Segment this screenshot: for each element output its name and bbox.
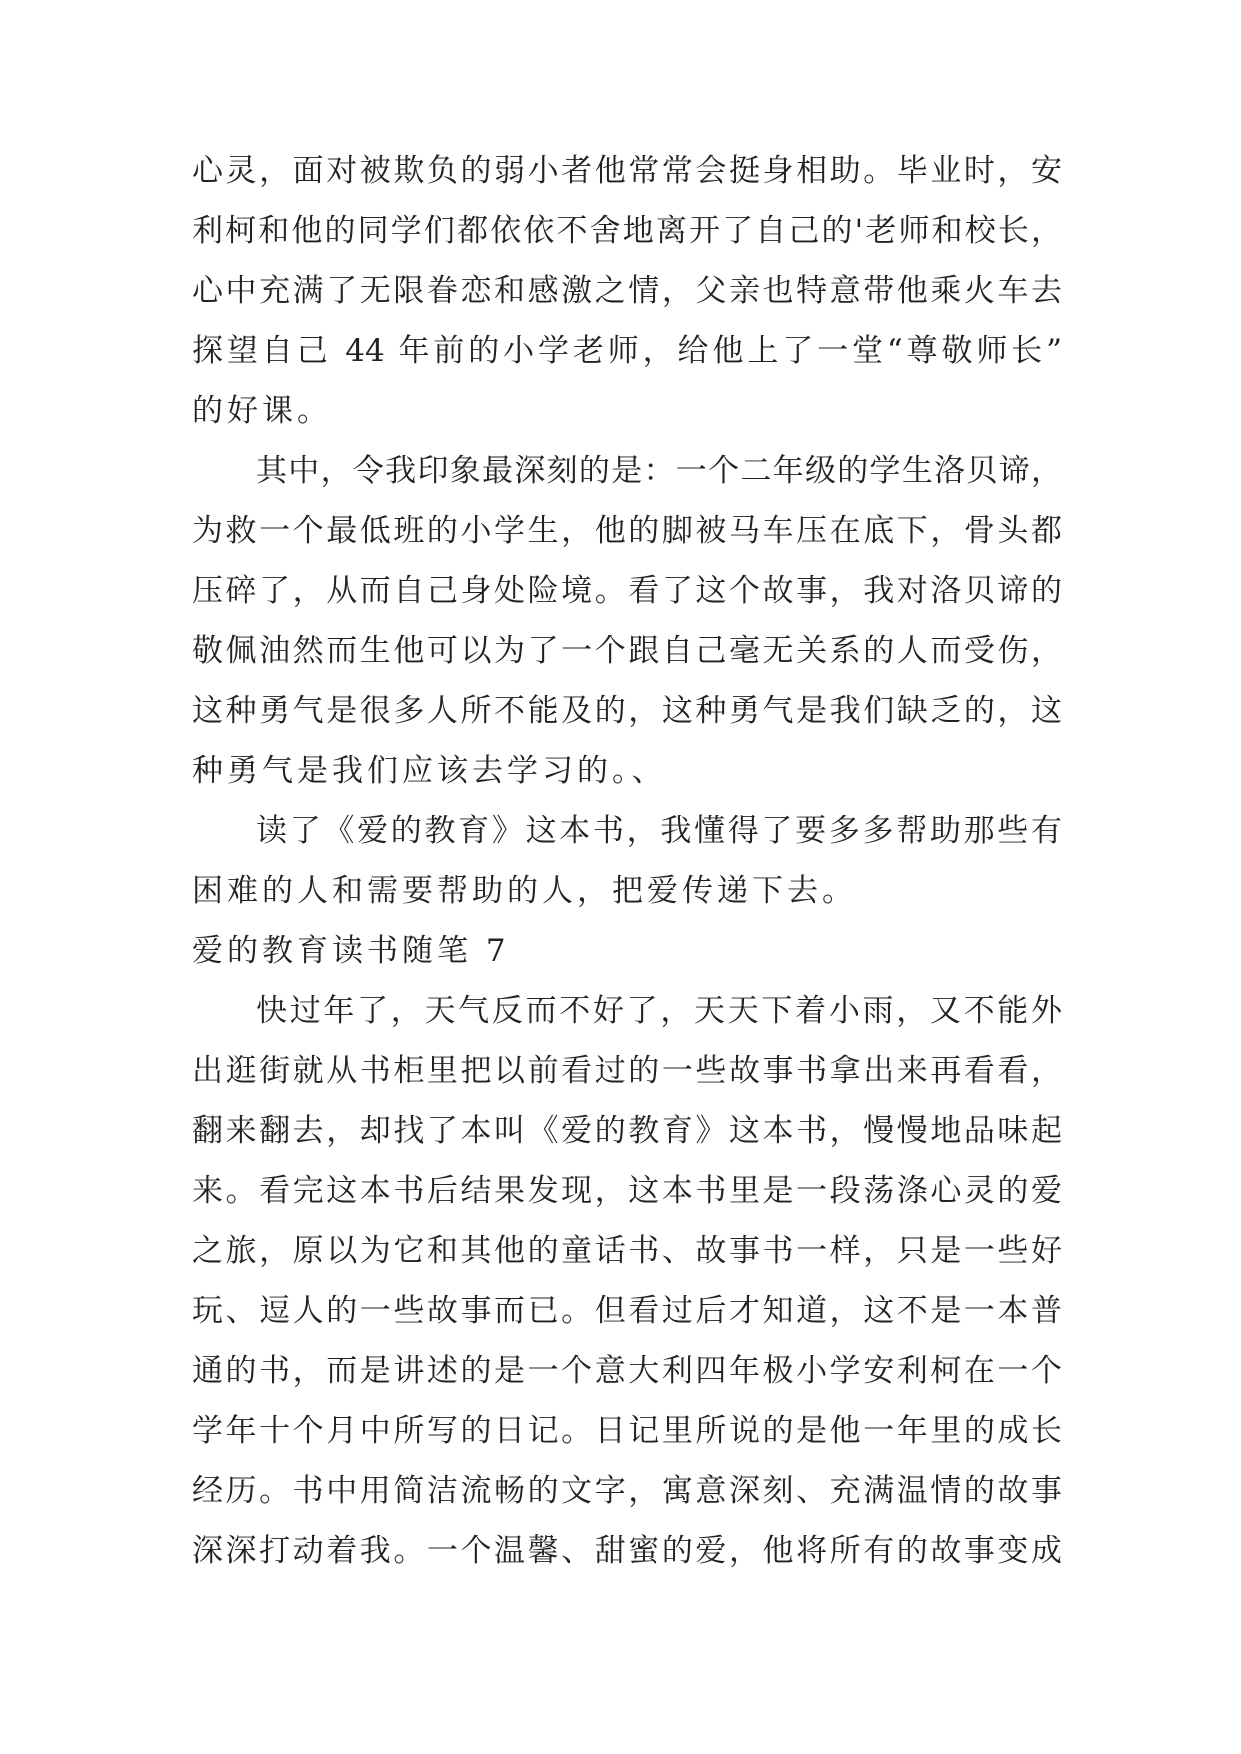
text-line: 心灵，面对被欺负的弱小者他常常会挺身相助。毕业时，安 xyxy=(192,153,1062,189)
text-line: 学年十个月中所写的日记。日记里所说的是他一年里的成长 xyxy=(192,1413,1062,1449)
text-line: 之旅，原以为它和其他的童话书、故事书一样，只是一些好 xyxy=(192,1233,1062,1269)
text-line: 深深打动着我。一个温馨、甜蜜的爱，他将所有的故事变成 xyxy=(192,1533,1062,1569)
text-line: 这种勇气是很多人所不能及的，这种勇气是我们缺乏的，这 xyxy=(192,693,1062,729)
text-line: 出逛街就从书柜里把以前看过的一些故事书拿出来再看看， xyxy=(192,1053,1062,1089)
text-line: 压碎了，从而自己身处险境。看了这个故事，我对洛贝谛的 xyxy=(192,573,1062,609)
text-line: 种勇气是我们应该去学习的。、 xyxy=(192,753,667,789)
text-line: 探望自己 44 年前的小学老师，给他上了一堂“尊敬师长” xyxy=(192,333,1062,369)
text-line: 通的书，而是讲述的是一个意大利四年极小学安利柯在一个 xyxy=(192,1353,1062,1389)
text-line: 读了《爱的教育》这本书，我懂得了要多多帮助那些有 xyxy=(256,813,1062,849)
text-line: 玩、逗人的一些故事而已。但看过后才知道，这不是一本普 xyxy=(192,1293,1062,1329)
section-heading: 爱的教育读书随笔 7 xyxy=(192,933,510,969)
text-line: 快过年了，天气反而不好了，天天下着小雨，又不能外 xyxy=(256,993,1062,1029)
text-line: 敬佩油然而生他可以为了一个跟自己毫无关系的人而受伤， xyxy=(192,633,1062,669)
text-line: 的好课。 xyxy=(192,393,332,429)
text-line: 经历。书中用简洁流畅的文字，寓意深刻、充满温情的故事 xyxy=(192,1473,1062,1509)
text-line: 利柯和他的同学们都依依不舍地离开了自己的'老师和校长， xyxy=(192,213,1062,249)
text-line: 心中充满了无限眷恋和感激之情，父亲也特意带他乘火车去 xyxy=(192,273,1062,309)
text-line: 困难的人和需要帮助的人，把爱传递下去。 xyxy=(192,873,857,909)
text-line: 翻来翻去，却找了本叫《爱的教育》这本书，慢慢地品味起 xyxy=(192,1113,1062,1149)
text-line: 其中，令我印象最深刻的是：一个二年级的学生洛贝谛， xyxy=(256,453,1062,489)
text-line: 为救一个最低班的小学生，他的脚被马车压在底下，骨头都 xyxy=(192,513,1062,549)
text-line: 来。看完这本书后结果发现，这本书里是一段荡涤心灵的爱 xyxy=(192,1173,1062,1209)
